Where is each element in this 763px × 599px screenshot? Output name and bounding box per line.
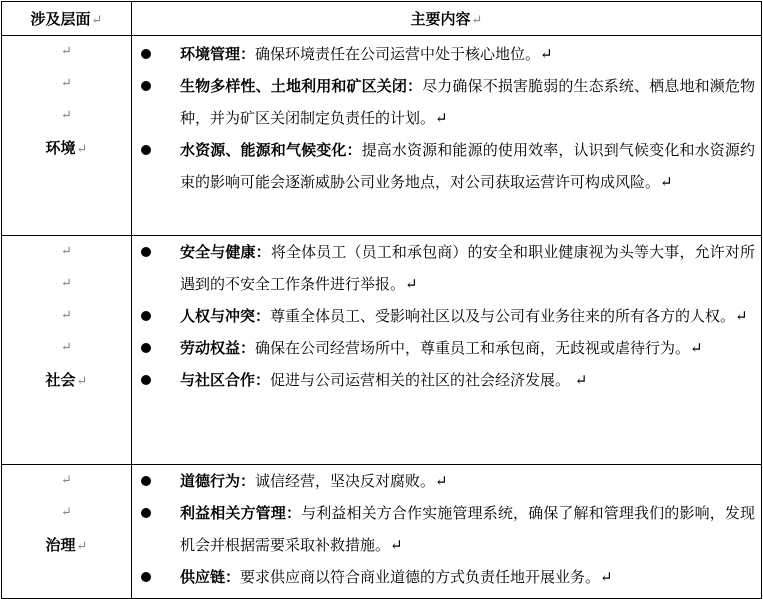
aspect-cell <box>2 236 132 465</box>
aspect-cell <box>2 36 132 236</box>
paragraph-mark: ↵ <box>471 13 483 28</box>
aspect-label: 治理↵ <box>45 536 88 554</box>
bullet-icon <box>141 572 151 582</box>
list-item: 水资源、能源和气候变化：提高水资源和能源的使用效率，认识到气候变化和水资源约束的影响可能会逐渐威胁公司业务地点，对公司获取运营许可构成风险。↵ <box>132 134 761 198</box>
bullet-icon <box>141 375 151 385</box>
paragraph-mark: ↵ <box>61 44 72 59</box>
bullet-icon <box>141 49 151 59</box>
header-content: 主要内容↵ <box>132 2 762 36</box>
paragraph-mark: ↵ <box>61 308 72 323</box>
bullet-icon <box>141 311 151 321</box>
list-item: 与社区合作：促进与公司运营相关的社区的社会经济发展。 ↵ <box>132 364 761 396</box>
list-item: 生物多样性、土地利用和矿区关闭：尽力确保不损害脆弱的生态系统、栖息地和濒危物种，并为矿区关闭制定负责任的计划。↵ <box>132 70 761 134</box>
list-item: 道德行为：诚信经营，坚决反对腐败。↵ <box>132 465 761 497</box>
bullet-icon <box>141 145 151 155</box>
table-row-governance <box>2 465 762 599</box>
bullet-icon <box>141 343 151 353</box>
aspect-cell <box>2 465 132 599</box>
paragraph-mark: ↵ <box>61 340 72 355</box>
header-row <box>2 2 762 36</box>
bullet-list <box>132 236 761 396</box>
bullet-icon <box>141 508 151 518</box>
paragraph-mark: ↵ <box>61 276 72 291</box>
header-aspect: 涉及层面↵ <box>2 2 132 36</box>
bullet-list <box>132 38 761 198</box>
aspect-label: 社会↵ <box>45 371 88 389</box>
list-item: 环境管理：确保环境责任在公司运营中处于核心地位。↵ <box>132 38 761 70</box>
content-cell <box>132 465 762 599</box>
aspect-label: 环境↵ <box>45 139 88 157</box>
table-row-society <box>2 236 762 465</box>
paragraph-mark: ↵ <box>61 505 72 520</box>
paragraph-mark: ↵ <box>61 76 72 91</box>
bullet-icon <box>141 81 151 91</box>
content-cell <box>132 36 762 236</box>
bullet-list <box>132 465 761 593</box>
list-item: 劳动权益：确保在公司经营场所中，尊重员工和承包商，无歧视或虐待行为。↵ <box>132 332 761 364</box>
paragraph-mark: ↵ <box>61 244 72 259</box>
paragraph-mark: ↵ <box>91 13 103 28</box>
bullet-icon <box>141 247 151 257</box>
paragraph-mark: ↵ <box>61 473 72 488</box>
content-cell <box>132 236 762 465</box>
list-item: 人权与冲突：尊重全体员工、受影响社区以及与公司有业务往来的所有各方的人权。↵ <box>132 300 761 332</box>
paragraph-mark: ↵ <box>61 108 72 123</box>
table-row-environment <box>2 36 762 236</box>
list-item: 利益相关方管理：与利益相关方合作实施管理系统，确保了解和管理我们的影响，发现机会并根据需要采取补救措施。↵ <box>132 497 761 561</box>
content-table <box>1 1 762 599</box>
bullet-icon <box>141 476 151 486</box>
list-item: 供应链：要求供应商以符合商业道德的方式负责任地开展业务。↵ <box>132 561 761 593</box>
list-item: 安全与健康：将全体员工（员工和承包商）的安全和职业健康视为头等大事，允许对所遇到的不安全工作条件进行举报。↵ <box>132 236 761 300</box>
